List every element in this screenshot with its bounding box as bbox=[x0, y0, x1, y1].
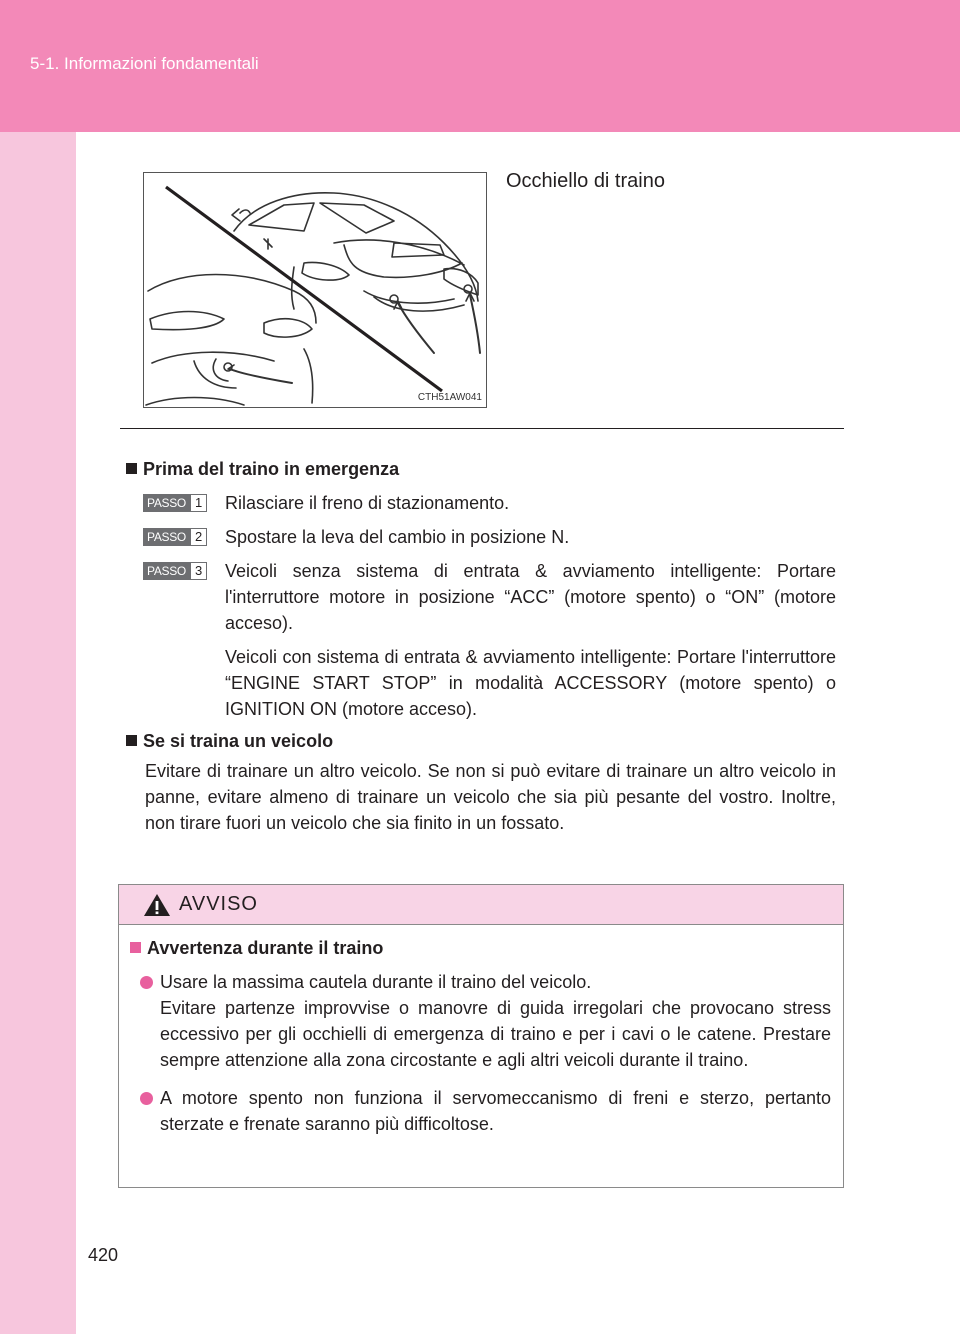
tow-eye-callout: Occhiello di traino bbox=[506, 170, 665, 192]
square-bullet-icon bbox=[126, 735, 137, 746]
warning-title-text: Avvertenza durante il traino bbox=[147, 938, 384, 958]
warning-item-2: A motore spento non funziona il servomeccanismo di freni e sterzo, pertanto sterzate e frenate saranno più difficoltose. bbox=[130, 1085, 831, 1137]
step-text: Veicoli senza sistema di entrata & avviamento intelligente: Portare l'interruttore motore in posizione “ACC” (motore spento) o “ON” (motore acceso). bbox=[225, 561, 836, 633]
step-badge: PASSO 1 bbox=[143, 494, 207, 512]
warning-title bbox=[130, 935, 831, 961]
circle-bullet-icon bbox=[140, 976, 153, 989]
step-text: Rilasciare il freno di stazionamento. bbox=[225, 493, 510, 513]
step-1 bbox=[126, 490, 836, 516]
towing-vehicle-text: Evitare di trainare un altro veicolo. Se non si può evitare di trainare un altro veicolo in panne, evitare almeno di trainare un veicolo che sia più pesante del vostro. Inoltre, non tirare fuori un veicolo che sia finito in un fossato. bbox=[145, 761, 836, 833]
heading-text: Se si traina un veicolo bbox=[143, 731, 334, 751]
divider bbox=[120, 428, 844, 429]
warning-item-1: Usare la massima cautela durante il traino del veicolo. Evitare partenze improvvise o manovre di guida irregolari che provocano stress eccessivo per gli occhielli di emergenza di traino e per i cavi o le catene. Prestare sempre attenzione alla zona circostante e agli altri veicoli durante il traino. bbox=[130, 969, 831, 1073]
figure-code: CTH51AW041 bbox=[417, 392, 482, 403]
section-heading-towing-vehicle bbox=[126, 728, 836, 754]
header-band bbox=[0, 0, 960, 132]
warning-header bbox=[119, 885, 843, 925]
warning-box bbox=[118, 884, 844, 1188]
square-bullet-icon bbox=[126, 463, 137, 474]
warning-label: AVVISO bbox=[179, 893, 258, 915]
side-strip bbox=[0, 0, 76, 1334]
car-rear-illustration bbox=[144, 173, 487, 408]
section-heading-before-towing bbox=[126, 456, 836, 482]
page-number: 420 bbox=[88, 1245, 119, 1265]
circle-bullet-icon bbox=[140, 1092, 153, 1105]
step-3 bbox=[126, 558, 836, 722]
heading-text: Prima del traino in emergenza bbox=[143, 459, 400, 479]
tow-eye-illustration bbox=[143, 172, 487, 408]
square-bullet-icon bbox=[130, 942, 141, 953]
step-text: Spostare la leva del cambio in posizione N. bbox=[225, 527, 570, 547]
step-badge: PASSO 2 bbox=[143, 528, 207, 546]
main-content bbox=[126, 456, 836, 836]
warning-triangle-icon bbox=[143, 893, 171, 917]
section-title: 5-1. Informazioni fondamentali bbox=[30, 54, 259, 73]
step-text-alt: Veicoli con sistema di entrata & avviamento intelligente: Portare l'interruttore “ENGINE START STOP” in modalità ACCESSORY (motore spento) o IGNITION ON (motore acceso). bbox=[225, 647, 836, 719]
step-2 bbox=[126, 524, 836, 550]
warning-body bbox=[119, 925, 843, 1137]
step-badge: PASSO 3 bbox=[143, 562, 207, 580]
